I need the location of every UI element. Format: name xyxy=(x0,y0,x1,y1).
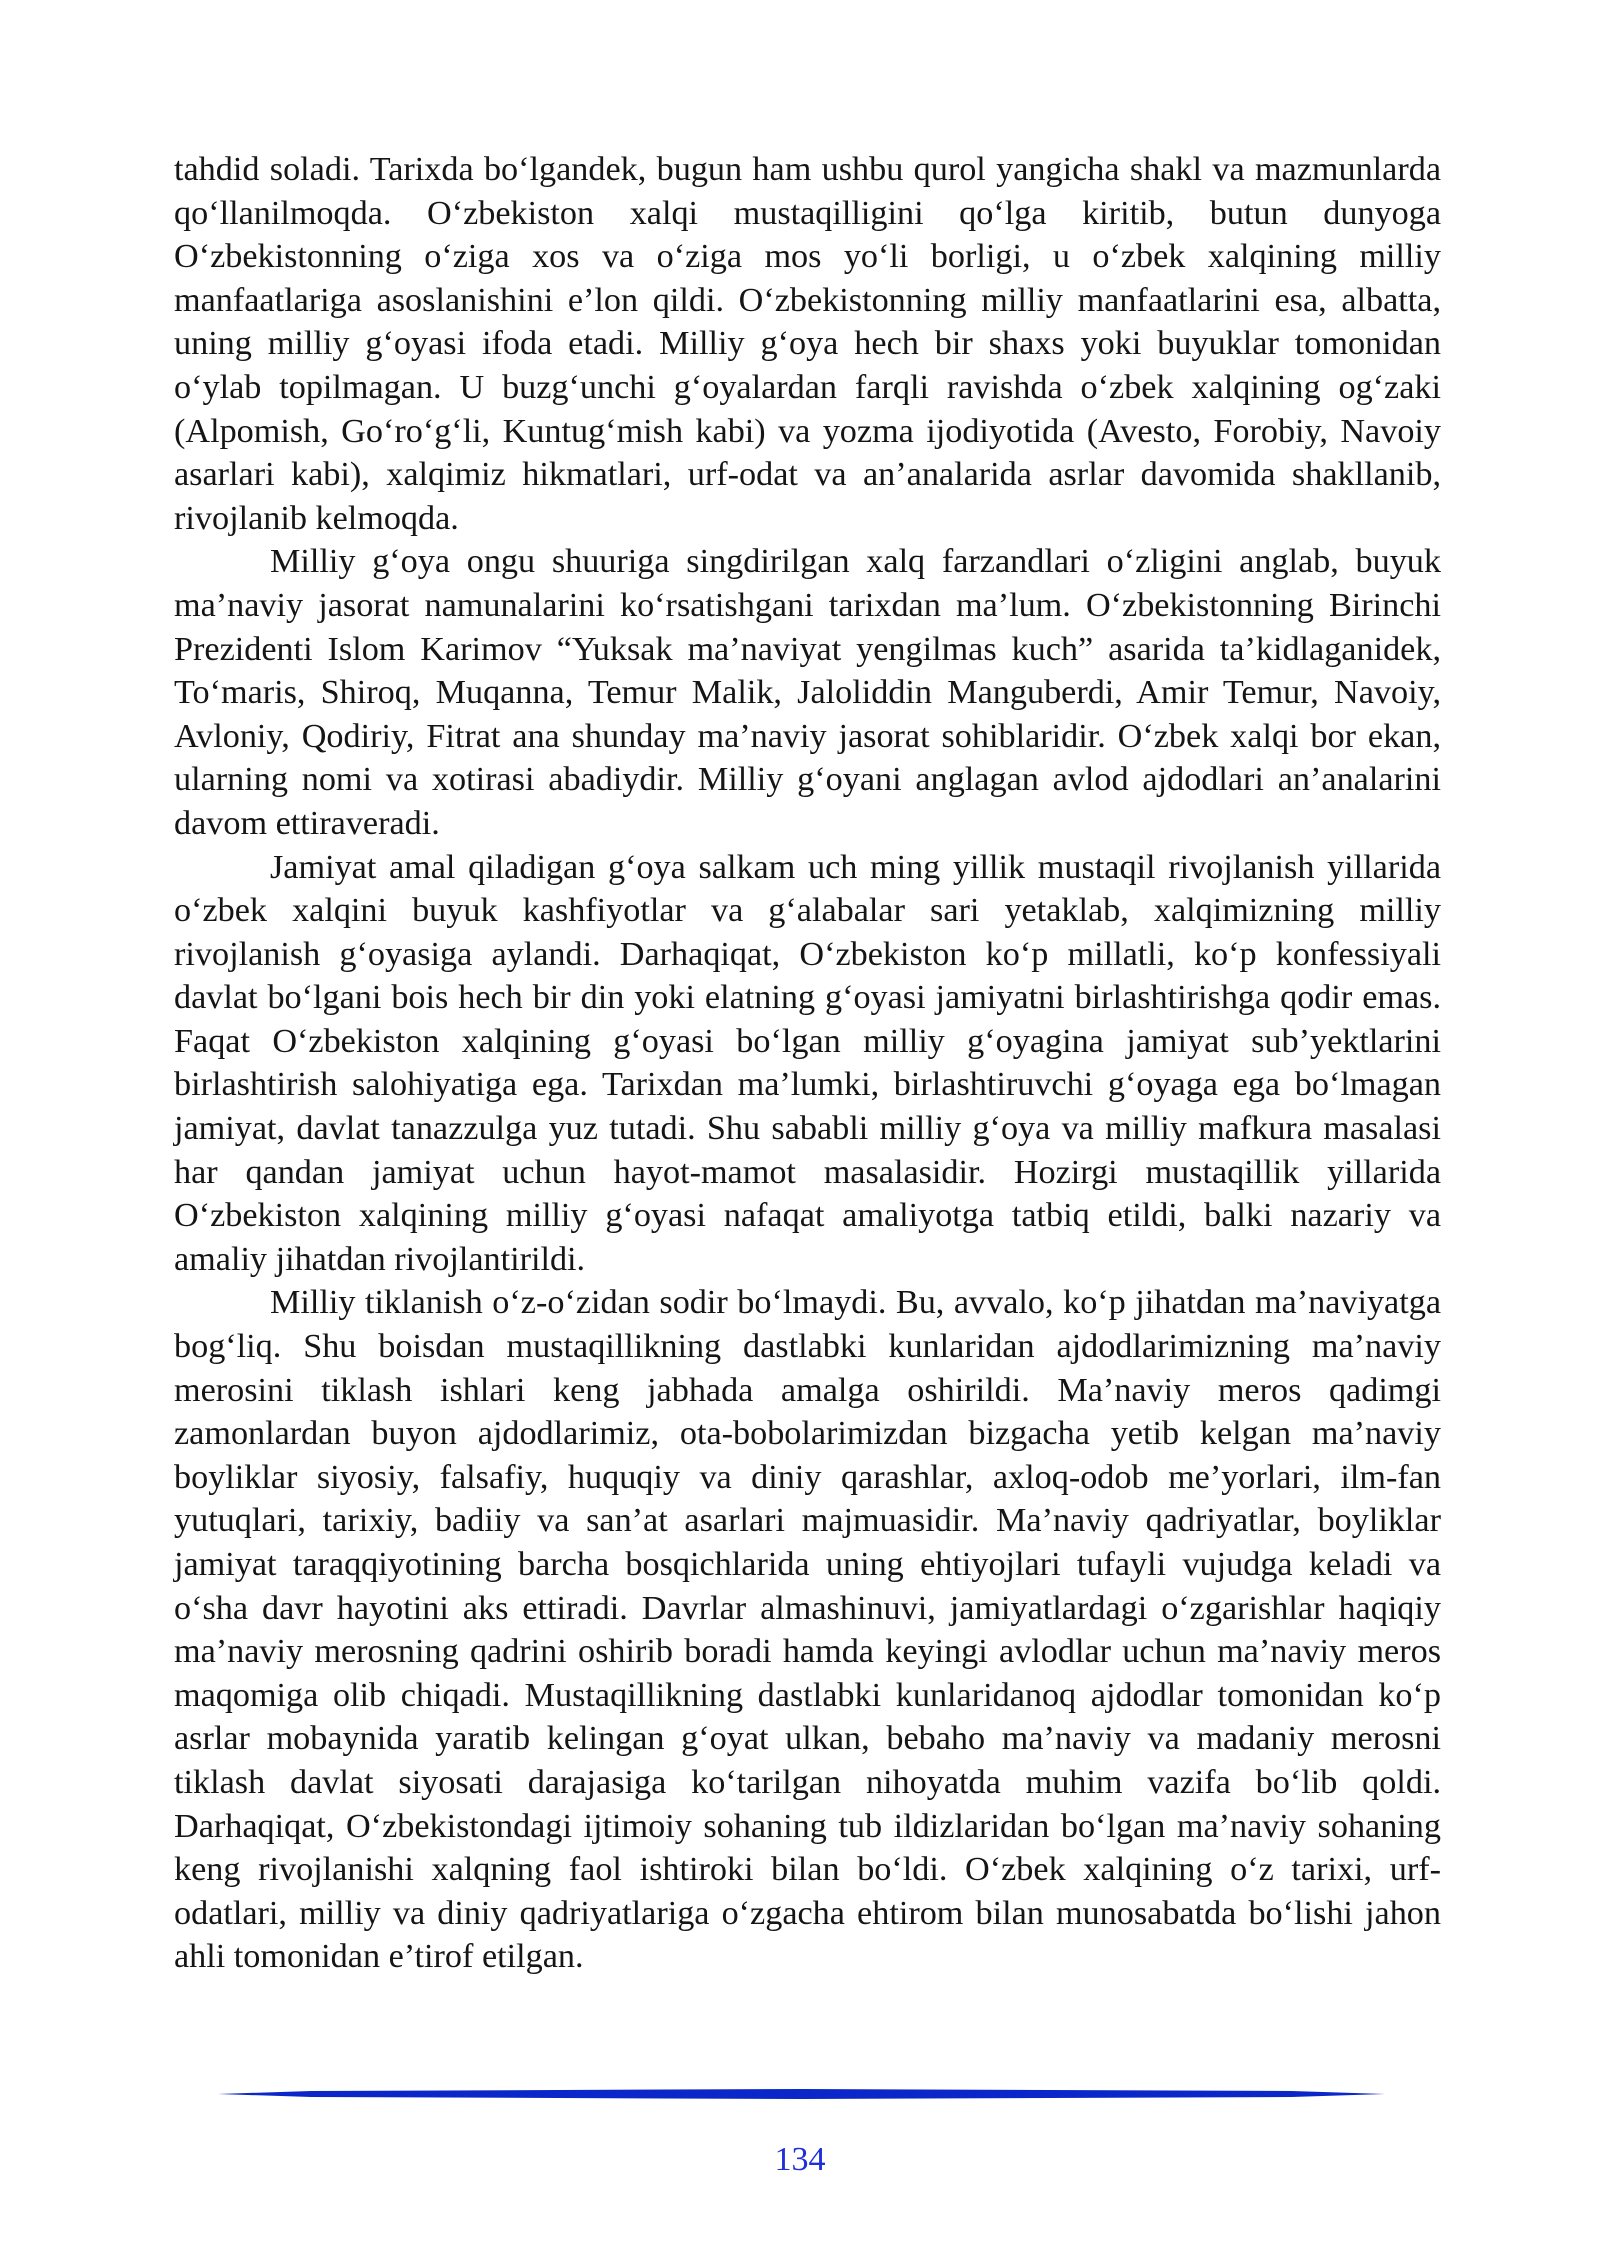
paragraph-1: tahdid soladi. Tarixda bo‘lgandek, bugun ham ushbu qurol yangicha shakl va mazmunlarda qo‘llanilmoqda. O‘zbekiston xalqi mustaqilligini qo‘lga kiritib, butun dunyoga O‘zbekistonning o‘ziga xos va o‘ziga mos yo‘li borligi, u o‘zbek xalqining milliy manfaatlariga asoslanishini e’lon qildi. O‘zbekistonning milliy manfaatlarini esa, albatta, uning milliy g‘oyasi ifoda etadi. Milliy g‘oya hech bir shaxs yoki buyuklar tomonidan o‘ylab topilmagan. U buzg‘unchi g‘oyalardan farqli ravishda o‘zbek xalqining og‘zaki (Alpomish, Go‘ro‘g‘li, Kuntug‘mish kabi) va yozma ijodiyotida (Avesto, Forobiy, Navoiy asarlari kabi), xalqimiz hikmatlari, urf-odat va an’analarida asrlar davomida shakllanib, rivojlanib kelmoqda. xyxy=(174,151,1441,537)
paragraph-4: Milliy tiklanish o‘z-o‘zidan sodir bo‘lmaydi. Bu, avvalo, ko‘p jihatdan ma’naviyatga bog‘liq. Shu boisdan mustaqillikning dastlabki kunlaridan ajdodlarimizning ma’naviy merosini tiklash ishlari keng jabhada amalga oshirildi. Ma’naviy meros qadimgi zamonlardan buyon ajdodlarimiz, ota-bobolarimizdan bizgacha yetib kelgan ma’naviy boyliklar siyosiy, falsafiy, huquqiy va diniy qarashlar, axloq-odob me’yorlari, ilm-fan yutuqlari, tarixiy, badiiy va san’at asarlari majmuasidir. Ma’naviy qadriyatlar, boyliklar jamiyat taraqqiyotining barcha bosqichlarida uning ehtiyojlari tufayli vujudga keladi va o‘sha davr hayotini aks ettiradi. Davrlar almashinuvi, jamiyatlardagi o‘zgarishlar haqiqiy ma’naviy merosning qadrini oshirib boradi hamda keyingi avlodlar uchun ma’naviy meros maqomiga olib chiqadi. Mustaqillikning dastlabki kunlaridanoq ajdodlar tomonidan ko‘p asrlar mobaynida yaratib kelingan g‘oyat ulkan, bebaho ma’naviy va madaniy merosni tiklash davlat siyosati darajasiga ko‘tarilgan nihoyatda muhim vazifa bo‘lib qoldi. Darhaqiqat, O‘zbekistondagi ijtimoiy sohaning tub ildizlaridan bo‘lgan ma’naviy sohaning keng rivojlanishi xalqning faol ishtiroki bilan bo‘ldi. O‘zbek xalqining o‘z tarixi, urf-odatlari, milliy va diniy qadriyatlariga o‘zgacha ehtirom bilan munosabatda bo‘lishi jahon ahli tomonidan e’tirof etilgan. xyxy=(174,1284,1441,1976)
page-number: 134 xyxy=(774,2141,826,2178)
footer-divider xyxy=(218,2089,1385,2099)
body-text xyxy=(174,148,1441,1979)
paragraph-2: Milliy g‘oya ongu shuuriga singdirilgan xalq farzandlari o‘zligini anglab, buyuk ma’naviy jasorat namunalarini ko‘rsatishgani tarixdan ma’lum. O‘zbekistonning Birinchi Prezidenti Islom Karimov “Yuksak ma’naviyat yengilmas kuch” asarida ta’kidlaganidek, To‘maris, Shiroq, Muqanna, Temur Malik, Jaloliddin Manguberdi, Amir Temur, Navoiy, Avloniy, Qodiriy, Fitrat ana shunday ma’naviy jasorat sohiblaridir. O‘zbek xalqi bor ekan, ularning nomi va xotirasi abadiydir. Milliy g‘oyani anglagan avlod ajdodlari an’analarini davom ettiraveradi. xyxy=(174,543,1441,842)
paragraph-3: Jamiyat amal qiladigan g‘oya salkam uch ming yillik mustaqil rivojlanish yillarida o‘zbek xalqini buyuk kashfiyotlar va g‘alabalar sari yetaklab, xalqimizning milliy rivojlanish g‘oyasiga aylandi. Darhaqiqat, O‘zbekiston ko‘p millatli, ko‘p konfessiyali davlat bo‘lgani bois hech bir din yoki elatning g‘oyasi jamiyatni birlashtirishga qodir emas. Faqat O‘zbekiston xalqining g‘oyasi bo‘lgan milliy g‘oyagina jamiyat sub’yektlarini birlashtirish salohiyatiga ega. Tarixdan ma’lumki, birlashtiruvchi g‘oyaga ega bo‘lmagan jamiyat, davlat tanazzulga yuz tutadi. Shu sababli milliy g‘oya va milliy mafkura masalasi har qandan jamiyat uchun hayot-mamot masalasidir. Hozirgi mustaqillik yillarida O‘zbekiston xalqining milliy g‘oyasi nafaqat amaliyotga tatbiq etildi, balki nazariy va amaliy jihatdan rivojlantirildi. xyxy=(174,848,1441,1278)
